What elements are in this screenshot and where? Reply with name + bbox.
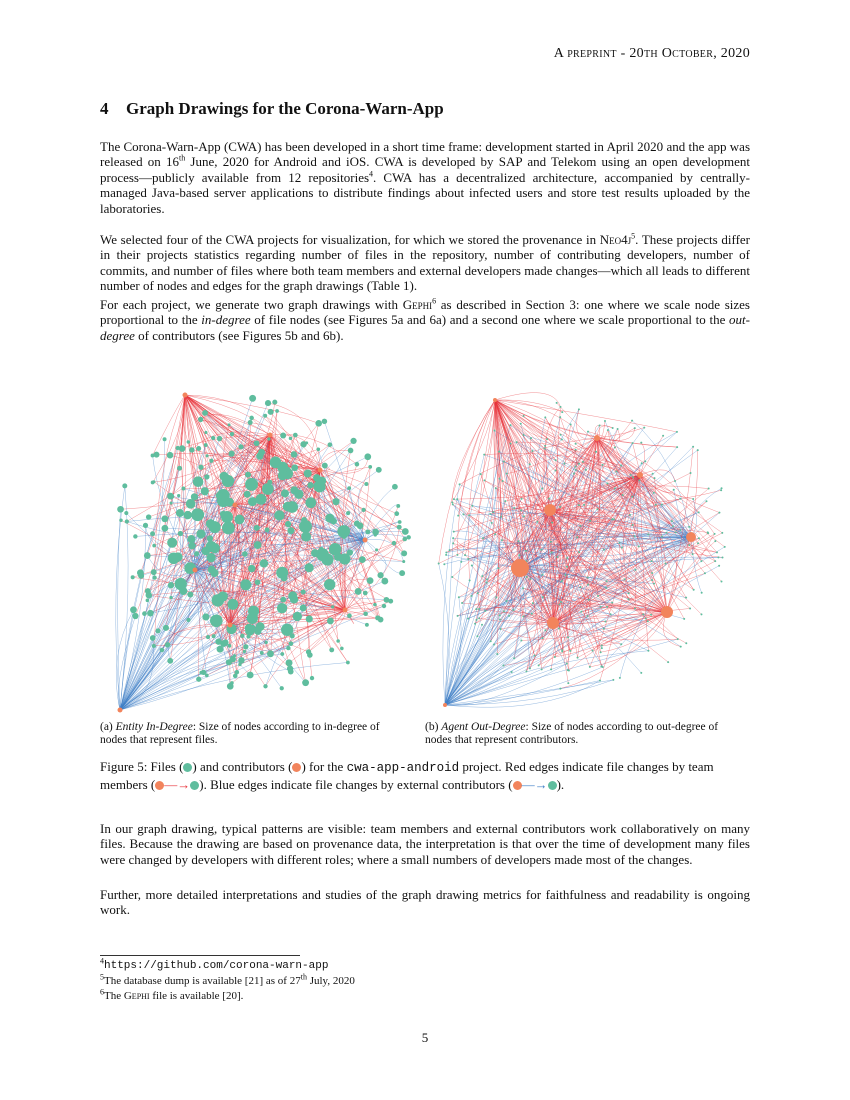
footnote-ref-4[interactable]: 4 <box>369 169 374 179</box>
contributor-node-legend-icon <box>155 781 164 790</box>
subcaption-b: (b) Agent Out-Degree: Size of nodes according to out-degree of nodes that represent contributors. <box>425 721 719 746</box>
footnote-6: $^6$The Gephi file is available [20]. <box>100 987 244 1002</box>
figure-caption: Figure 5: Files ( ) and contributors ( ) for the cwa-app-android project. Red edges indicate file changes by team members ( —→ ). Blue edges indicate file changes by external contributors ( —→ ). <box>100 759 714 792</box>
paragraph-2: We selected four of the CWA projects for visualization, for which we stored the provenance in $Neo4j^5$. These projects differ in their projects statistics regarding number of files in the repository, number of contributing developers, number of commits, and number of files where both team members and external developers made changes—which all leads to different number of nodes and edges for the graph drawings (Table 1). <box>100 231 751 294</box>
paragraph-5: Further, more detailed interpretations and studies of the graph drawing metrics for faithfulness and readability is ongoing work. <box>100 887 750 918</box>
graph-edges <box>439 393 725 708</box>
subcaption-a: (a) Entity In-Degree: Size of nodes according to in-degree of nodes that represent files. <box>100 721 380 746</box>
team-edge-arrow-icon: —→ <box>164 776 191 792</box>
footnote-rule <box>100 955 300 956</box>
footnote-ref-5[interactable]: 5 <box>631 231 636 241</box>
footnote-ref-6[interactable]: 6 <box>432 296 437 306</box>
graph-drawing-entity-in-degree <box>100 380 420 715</box>
section-title-text: Graph Drawings for the Corona-Warn-App <box>126 99 444 118</box>
paragraph-1: The Corona-Warn-App (CWA) has been developed in a short time frame: development started in April 2020 and the app was released on 16th June, 2020 for Android and iOS. CWA is developed by SAP and Telekom using an open development process—publicly available from 12 repositories$^4$. CWA has a decentralized architecture, accompanied by centrally-managed Java-based server applications to distribute findings about infected users and store test results uploaded by the laboratories. <box>100 139 750 216</box>
paragraph-3: For each project, we generate two graph drawings with Gephi$^6$ as described in Section 3: one where we scale node sizes proportional to the in-degree of file nodes (see Figures 5a and 6a) and a second one where we scale proportional to the out-degree of contributors (see Figures 5b and 6b). <box>100 296 750 343</box>
section-title <box>100 99 444 119</box>
graph-drawing-agent-out-degree <box>425 380 745 715</box>
footnote-4: $^4$https://github.com/corona-warn-app <box>100 956 329 972</box>
footnote-5: $^5$The database dump is available [21] as of 27th July, 2020 <box>100 972 355 987</box>
paragraph-4: In our graph drawing, typical patterns are visible: team members and external contributors work collaboratively on many files. Because the drawing are based on provenance data, the interpretation is that over the time of development many files were changed by developers with different roles; where a small numbers of developers made most of the changes. <box>100 821 750 867</box>
file-node-legend-icon <box>190 781 199 790</box>
graph-edges <box>116 395 409 710</box>
project-name: cwa-app-android <box>346 761 460 775</box>
file-node-legend-icon <box>548 781 557 790</box>
section-number: 4 <box>100 99 109 118</box>
page-number: 5 <box>421 1030 429 1045</box>
repository-link[interactable]: https://github.com/corona-warn-app <box>104 960 329 972</box>
external-edge-arrow-icon: —→ <box>521 776 548 792</box>
running-head: A preprint - 20th October, 2020 <box>553 46 750 61</box>
contributor-node-legend-icon <box>513 781 522 790</box>
